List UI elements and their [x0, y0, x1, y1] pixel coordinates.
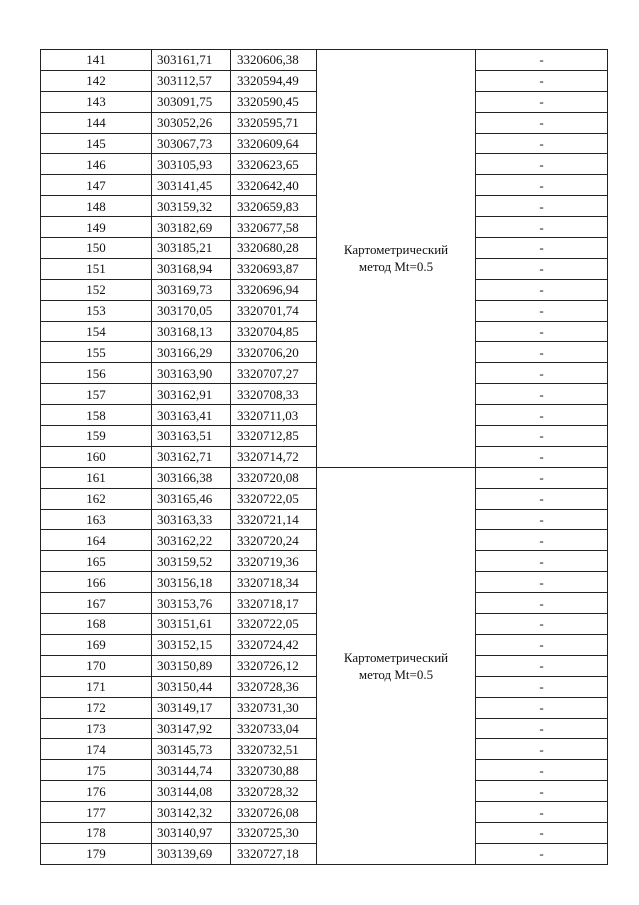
value-cell: -	[476, 50, 608, 71]
x-coordinate-cell: 303182,69	[152, 217, 231, 238]
point-number-cell: 158	[41, 405, 152, 426]
value-cell: -	[476, 258, 608, 279]
point-number-cell: 163	[41, 509, 152, 530]
x-coordinate-cell: 303168,94	[152, 258, 231, 279]
value-cell: -	[476, 321, 608, 342]
x-coordinate-cell: 303170,05	[152, 300, 231, 321]
value-cell: -	[476, 384, 608, 405]
method-cell	[317, 467, 476, 864]
x-coordinate-cell: 303162,71	[152, 446, 231, 467]
coordinates-table-body	[41, 50, 608, 865]
value-cell: -	[476, 154, 608, 175]
value-cell: -	[476, 572, 608, 593]
y-coordinate-cell: 3320726,08	[231, 802, 317, 823]
point-number-cell: 168	[41, 614, 152, 635]
x-coordinate-cell: 303112,57	[152, 70, 231, 91]
point-number-cell: 160	[41, 446, 152, 467]
y-coordinate-cell: 3320722,05	[231, 488, 317, 509]
y-coordinate-cell: 3320727,18	[231, 843, 317, 864]
y-coordinate-cell: 3320606,38	[231, 50, 317, 71]
value-cell: -	[476, 760, 608, 781]
x-coordinate-cell: 303168,13	[152, 321, 231, 342]
y-coordinate-cell: 3320677,58	[231, 217, 317, 238]
y-coordinate-cell: 3320718,34	[231, 572, 317, 593]
value-cell: -	[476, 279, 608, 300]
value-cell: -	[476, 426, 608, 447]
point-number-cell: 178	[41, 822, 152, 843]
x-coordinate-cell: 303052,26	[152, 112, 231, 133]
value-cell: -	[476, 488, 608, 509]
y-coordinate-cell: 3320590,45	[231, 91, 317, 112]
y-coordinate-cell: 3320704,85	[231, 321, 317, 342]
y-coordinate-cell: 3320711,03	[231, 405, 317, 426]
x-coordinate-cell: 303169,73	[152, 279, 231, 300]
y-coordinate-cell: 3320680,28	[231, 238, 317, 259]
y-coordinate-cell: 3320693,87	[231, 258, 317, 279]
point-number-cell: 162	[41, 488, 152, 509]
method-cell	[317, 50, 476, 468]
x-coordinate-cell: 303142,32	[152, 802, 231, 823]
point-number-cell: 154	[41, 321, 152, 342]
point-number-cell: 152	[41, 279, 152, 300]
value-cell: -	[476, 217, 608, 238]
table-row	[41, 50, 608, 71]
value-cell: -	[476, 238, 608, 259]
value-cell: -	[476, 467, 608, 488]
x-coordinate-cell: 303139,69	[152, 843, 231, 864]
value-cell: -	[476, 655, 608, 676]
point-number-cell: 164	[41, 530, 152, 551]
point-number-cell: 143	[41, 91, 152, 112]
value-cell: -	[476, 363, 608, 384]
point-number-cell: 173	[41, 718, 152, 739]
x-coordinate-cell: 303163,41	[152, 405, 231, 426]
value-cell: -	[476, 843, 608, 864]
coordinates-table	[40, 49, 608, 865]
x-coordinate-cell: 303162,22	[152, 530, 231, 551]
point-number-cell: 142	[41, 70, 152, 91]
value-cell: -	[476, 342, 608, 363]
y-coordinate-cell: 3320595,71	[231, 112, 317, 133]
value-cell: -	[476, 509, 608, 530]
method-accuracy: метод Mt=0.5	[358, 666, 434, 682]
y-coordinate-cell: 3320712,85	[231, 426, 317, 447]
value-cell: -	[476, 196, 608, 217]
x-coordinate-cell: 303159,32	[152, 196, 231, 217]
point-number-cell: 161	[41, 467, 152, 488]
x-coordinate-cell: 303152,15	[152, 634, 231, 655]
x-coordinate-cell: 303149,17	[152, 697, 231, 718]
y-coordinate-cell: 3320696,94	[231, 279, 317, 300]
y-coordinate-cell: 3320609,64	[231, 133, 317, 154]
point-number-cell: 177	[41, 802, 152, 823]
x-coordinate-cell: 303105,93	[152, 154, 231, 175]
value-cell: -	[476, 697, 608, 718]
value-cell: -	[476, 802, 608, 823]
y-coordinate-cell: 3320719,36	[231, 551, 317, 572]
y-coordinate-cell: 3320659,83	[231, 196, 317, 217]
point-number-cell: 156	[41, 363, 152, 384]
point-number-cell: 144	[41, 112, 152, 133]
y-coordinate-cell: 3320728,36	[231, 676, 317, 697]
point-number-cell: 159	[41, 426, 152, 447]
value-cell: -	[476, 781, 608, 802]
value-cell: -	[476, 593, 608, 614]
value-cell: -	[476, 739, 608, 760]
point-number-cell: 155	[41, 342, 152, 363]
point-number-cell: 151	[41, 258, 152, 279]
value-cell: -	[476, 175, 608, 196]
y-coordinate-cell: 3320720,24	[231, 530, 317, 551]
x-coordinate-cell: 303163,90	[152, 363, 231, 384]
point-number-cell: 157	[41, 384, 152, 405]
point-number-cell: 175	[41, 760, 152, 781]
value-cell: -	[476, 112, 608, 133]
value-cell: -	[476, 676, 608, 697]
value-cell: -	[476, 91, 608, 112]
point-number-cell: 153	[41, 300, 152, 321]
point-number-cell: 147	[41, 175, 152, 196]
x-coordinate-cell: 303151,61	[152, 614, 231, 635]
y-coordinate-cell: 3320642,40	[231, 175, 317, 196]
y-coordinate-cell: 3320594,49	[231, 70, 317, 91]
y-coordinate-cell: 3320728,32	[231, 781, 317, 802]
y-coordinate-cell: 3320701,74	[231, 300, 317, 321]
y-coordinate-cell: 3320718,17	[231, 593, 317, 614]
point-number-cell: 172	[41, 697, 152, 718]
point-number-cell: 171	[41, 676, 152, 697]
y-coordinate-cell: 3320725,30	[231, 822, 317, 843]
value-cell: -	[476, 70, 608, 91]
x-coordinate-cell: 303091,75	[152, 91, 231, 112]
point-number-cell: 170	[41, 655, 152, 676]
x-coordinate-cell: 303156,18	[152, 572, 231, 593]
point-number-cell: 179	[41, 843, 152, 864]
y-coordinate-cell: 3320724,42	[231, 634, 317, 655]
y-coordinate-cell: 3320720,08	[231, 467, 317, 488]
y-coordinate-cell: 3320708,33	[231, 384, 317, 405]
value-cell: -	[476, 530, 608, 551]
x-coordinate-cell: 303144,08	[152, 781, 231, 802]
value-cell: -	[476, 822, 608, 843]
point-number-cell: 146	[41, 154, 152, 175]
method-accuracy: метод Mt=0.5	[358, 259, 434, 275]
y-coordinate-cell: 3320623,65	[231, 154, 317, 175]
x-coordinate-cell: 303153,76	[152, 593, 231, 614]
y-coordinate-cell: 3320707,27	[231, 363, 317, 384]
x-coordinate-cell: 303145,73	[152, 739, 231, 760]
point-number-cell: 148	[41, 196, 152, 217]
x-coordinate-cell: 303166,38	[152, 467, 231, 488]
x-coordinate-cell: 303150,44	[152, 676, 231, 697]
y-coordinate-cell: 3320731,30	[231, 697, 317, 718]
y-coordinate-cell: 3320706,20	[231, 342, 317, 363]
point-number-cell: 174	[41, 739, 152, 760]
x-coordinate-cell: 303150,89	[152, 655, 231, 676]
point-number-cell: 176	[41, 781, 152, 802]
value-cell: -	[476, 405, 608, 426]
point-number-cell: 145	[41, 133, 152, 154]
table-row	[41, 467, 608, 488]
x-coordinate-cell: 303159,52	[152, 551, 231, 572]
y-coordinate-cell: 3320722,05	[231, 614, 317, 635]
x-coordinate-cell: 303161,71	[152, 50, 231, 71]
point-number-cell: 167	[41, 593, 152, 614]
y-coordinate-cell: 3320732,51	[231, 739, 317, 760]
y-coordinate-cell: 3320730,88	[231, 760, 317, 781]
y-coordinate-cell: 3320733,04	[231, 718, 317, 739]
point-number-cell: 149	[41, 217, 152, 238]
x-coordinate-cell: 303163,33	[152, 509, 231, 530]
value-cell: -	[476, 614, 608, 635]
y-coordinate-cell: 3320714,72	[231, 446, 317, 467]
method-name: Картометрический	[343, 649, 449, 665]
x-coordinate-cell: 303166,29	[152, 342, 231, 363]
x-coordinate-cell: 303140,97	[152, 822, 231, 843]
value-cell: -	[476, 634, 608, 655]
value-cell: -	[476, 300, 608, 321]
x-coordinate-cell: 303067,73	[152, 133, 231, 154]
value-cell: -	[476, 551, 608, 572]
value-cell: -	[476, 718, 608, 739]
y-coordinate-cell: 3320721,14	[231, 509, 317, 530]
x-coordinate-cell: 303141,45	[152, 175, 231, 196]
y-coordinate-cell: 3320726,12	[231, 655, 317, 676]
x-coordinate-cell: 303185,21	[152, 238, 231, 259]
point-number-cell: 166	[41, 572, 152, 593]
x-coordinate-cell: 303147,92	[152, 718, 231, 739]
point-number-cell: 169	[41, 634, 152, 655]
x-coordinate-cell: 303162,91	[152, 384, 231, 405]
value-cell: -	[476, 446, 608, 467]
method-name: Картометрический	[343, 242, 449, 258]
x-coordinate-cell: 303144,74	[152, 760, 231, 781]
point-number-cell: 141	[41, 50, 152, 71]
x-coordinate-cell: 303165,46	[152, 488, 231, 509]
point-number-cell: 165	[41, 551, 152, 572]
x-coordinate-cell: 303163,51	[152, 426, 231, 447]
point-number-cell: 150	[41, 238, 152, 259]
value-cell: -	[476, 133, 608, 154]
